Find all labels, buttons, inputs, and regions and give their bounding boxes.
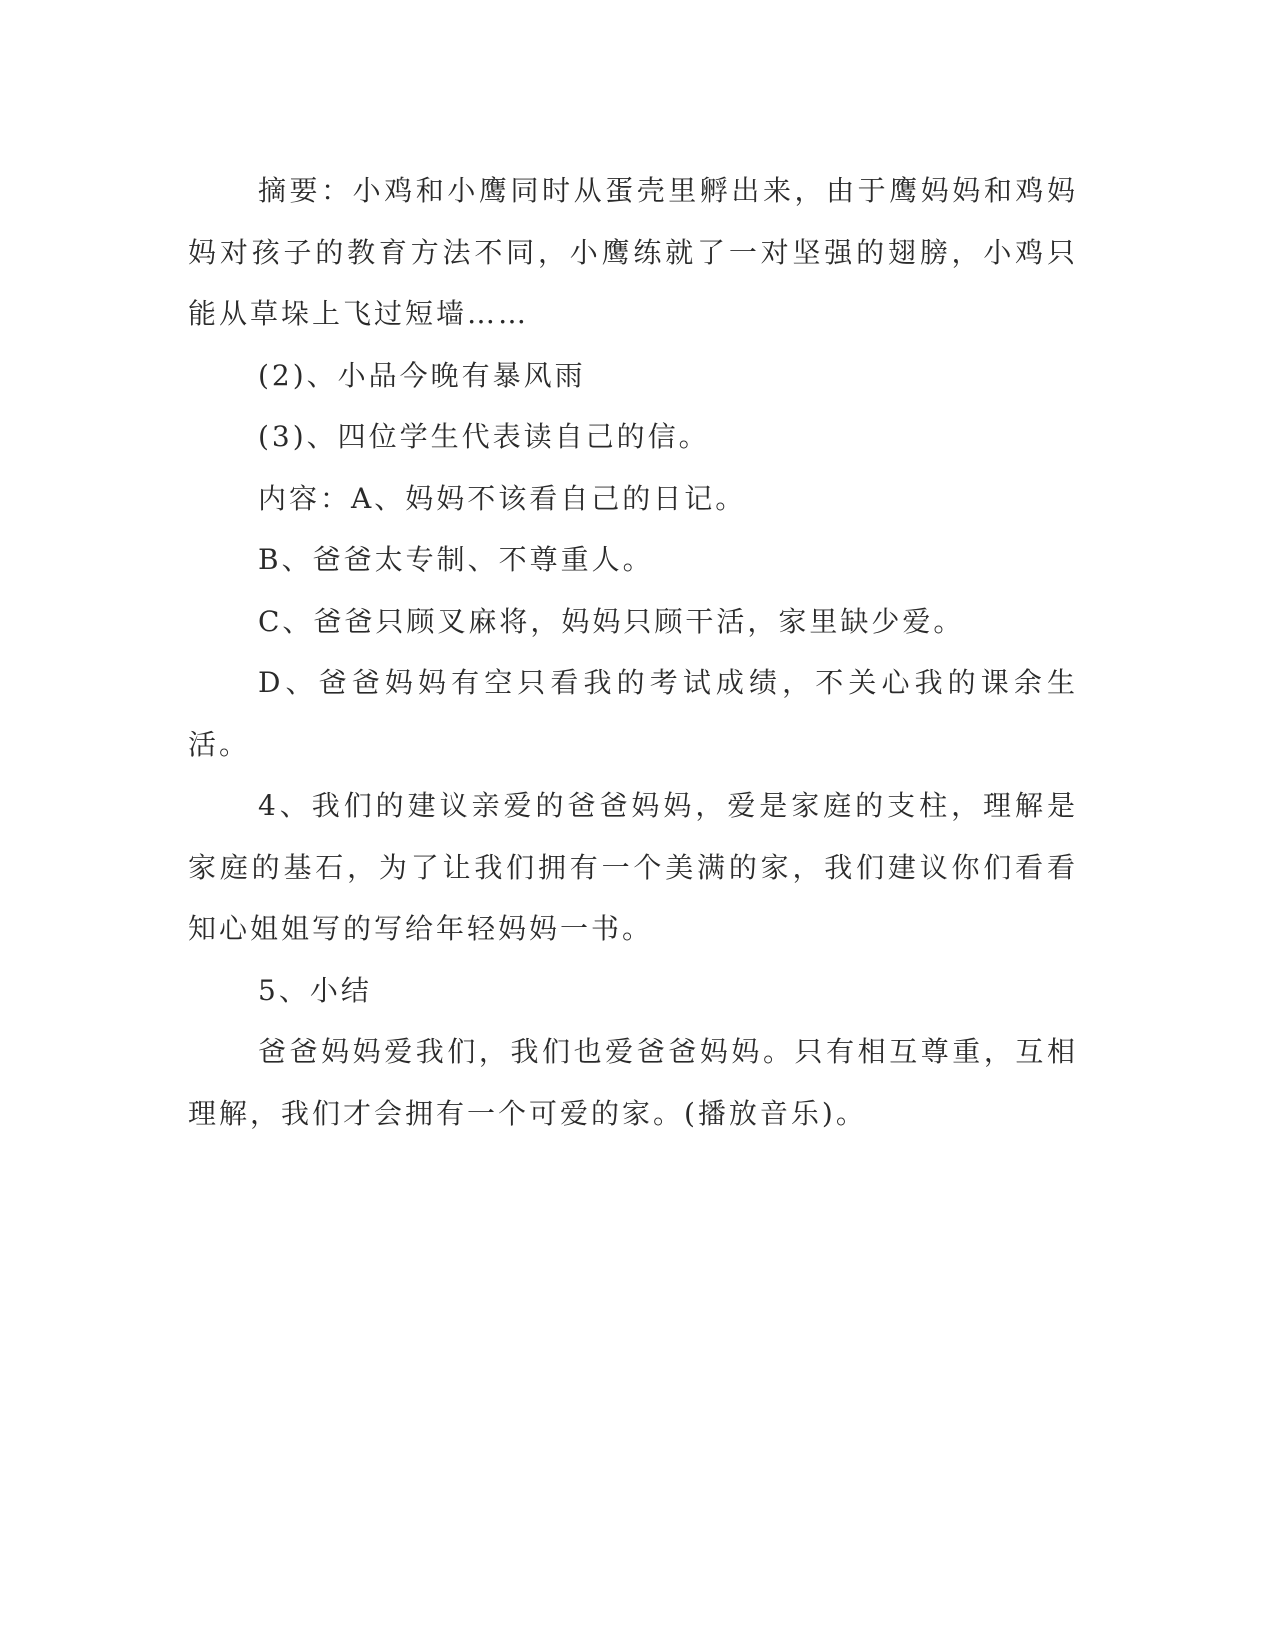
document-body [188, 160, 1078, 1144]
paragraph-item-2: (2)、小品今晚有暴风雨 [258, 358, 586, 392]
paragraph-summary-heading: 5、小结 [258, 973, 372, 1007]
paragraph-content-a: 内容：A、妈妈不该看自己的日记。 [258, 481, 747, 515]
paragraph-content-d: D、爸爸妈妈有空只看我的考试成绩，不关心我的课余生活。 [188, 666, 1078, 761]
paragraph-conclusion: 爸爸妈妈爱我们，我们也爱爸爸妈妈。只有相互尊重，互相理解，我们才会拥有一个可爱的家。(播放音乐)。 [188, 1035, 1078, 1130]
paragraph-item-3: (3)、四位学生代表读自己的信。 [258, 420, 710, 453]
paragraph-content-c: C、爸爸只顾叉麻将，妈妈只顾干活，家里缺少爱。 [258, 604, 965, 638]
paragraph-summary: 摘要：小鸡和小鹰同时从蛋壳里孵出来，由于鹰妈妈和鸡妈妈对孩子的教育方法不同，小鹰练就了一对坚强的翅膀，小鸡只能从草垛上飞过短墙…… [188, 174, 1078, 330]
paragraph-content-b: B、爸爸太专制、不尊重人。 [258, 543, 654, 576]
paragraph-suggestion: 4、我们的建议亲爱的爸爸妈妈，爱是家庭的支柱，理解是家庭的基石，为了让我们拥有一个美满的家，我们建议你们看看知心姐姐写的写给年轻妈妈一书。 [188, 789, 1078, 945]
